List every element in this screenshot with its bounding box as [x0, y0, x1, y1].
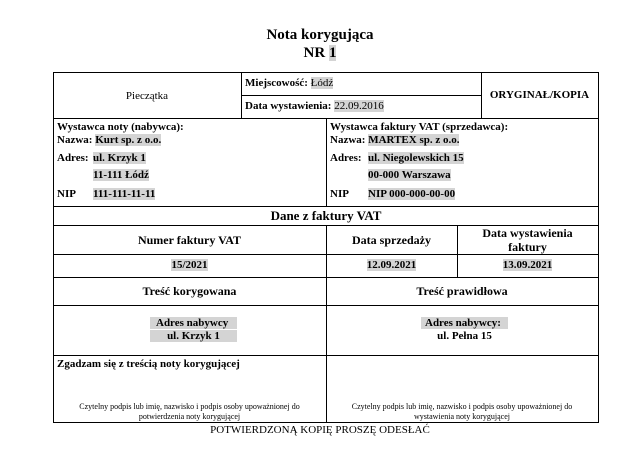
issue-date-row	[245, 100, 384, 112]
correct-label: Adres nabywcy:	[421, 317, 508, 329]
number-value: 1	[328, 45, 337, 61]
invoice-issue-date-value: 13.09.2021	[502, 259, 553, 271]
footer-note: POTWIERDZONĄ KOPIĘ PROSZĘ ODESŁAĆ	[210, 424, 430, 436]
issuer-city: 11-111 Łódź	[93, 169, 149, 181]
document-number	[0, 45, 640, 62]
issuer-address-label: Adres:	[57, 152, 89, 164]
correct-value: ul. Pełna 15	[437, 330, 492, 342]
invoice-number-value: 15/2021	[171, 259, 208, 271]
stamp-label: Pieczątka	[125, 90, 169, 102]
seller-name-row	[330, 134, 459, 146]
corrected-value: ul. Krzyk 1	[150, 330, 237, 342]
invoice-issue-date-cell	[457, 259, 598, 271]
seller-address-label: Adres:	[330, 152, 362, 164]
corrected-header: Treść korygowana	[142, 284, 237, 298]
corrected-label: Adres nabywcy	[150, 317, 237, 329]
grid-line	[241, 95, 481, 96]
right-caption-line2: wystawienia noty korygującej	[414, 412, 510, 421]
invoice-issue-date-header-line2: faktury	[508, 240, 547, 254]
seller-nip-value: NIP 000-000-00-00	[368, 188, 456, 200]
issuer-nip-value: 111-111-11-11	[93, 188, 156, 200]
document-title: Nota korygująca	[266, 27, 374, 43]
issuer-name-label: Nazwa:	[57, 134, 93, 146]
issuer-name-row	[57, 134, 161, 146]
grid-line	[598, 72, 599, 423]
issue-date-value: 22.09.2016	[334, 100, 384, 112]
left-signature-caption	[53, 402, 326, 422]
issuer-street: ul. Krzyk 1	[93, 152, 146, 164]
issuer-name-value: Kurt sp. z o.o.	[95, 134, 162, 146]
invoice-issue-date-header-line1: Data wystawienia	[482, 226, 573, 240]
grid-line	[241, 72, 242, 119]
left-caption-line2: potwierdzenia noty korygującej	[138, 412, 241, 421]
issuer-heading: Wystawca noty (nabywca):	[57, 121, 184, 133]
invoice-number-header: Numer faktury VAT	[137, 233, 242, 247]
correct-header: Treść prawidłowa	[416, 284, 508, 298]
place-value: Łódź	[310, 77, 334, 89]
right-signature-caption	[326, 402, 598, 422]
left-caption-line1: Czytelny podpis lub imię, nazwisko i podpis osoby upoważnionej do	[79, 402, 300, 411]
grid-line	[53, 72, 599, 73]
grid-line	[326, 118, 327, 207]
seller-heading: Wystawca faktury VAT (sprzedawca):	[330, 121, 509, 133]
sale-date-value: 12.09.2021	[366, 259, 417, 271]
agreement-text: Zgadzam się z treścią noty korygującej	[57, 358, 240, 370]
invoice-section-title: Dane z faktury VAT	[270, 208, 382, 223]
copy-label: ORYGINAŁ/KOPIA	[489, 89, 590, 101]
sale-date-cell	[326, 259, 457, 271]
seller-nip-label: NIP	[330, 188, 349, 200]
invoice-number-cell	[53, 259, 326, 271]
seller-city: 00-000 Warszawa	[368, 169, 451, 181]
issue-date-label: Data wystawienia:	[245, 100, 332, 112]
sale-date-header: Data sprzedaży	[352, 233, 431, 247]
seller-street: ul. Niegolewskich 15	[368, 152, 464, 164]
place-label: Miejscowość:	[245, 77, 308, 89]
place-row	[245, 77, 333, 89]
issuer-nip-label: NIP	[57, 188, 76, 200]
number-label: NR	[303, 45, 326, 61]
invoice-issue-date-header	[457, 226, 598, 254]
seller-name-value: MARTEX sp. z o.o.	[368, 134, 460, 146]
seller-name-label: Nazwa:	[330, 134, 366, 146]
right-caption-line1: Czytelny podpis lub imię, nazwisko i podpis osoby upoważnionej do	[351, 402, 573, 411]
